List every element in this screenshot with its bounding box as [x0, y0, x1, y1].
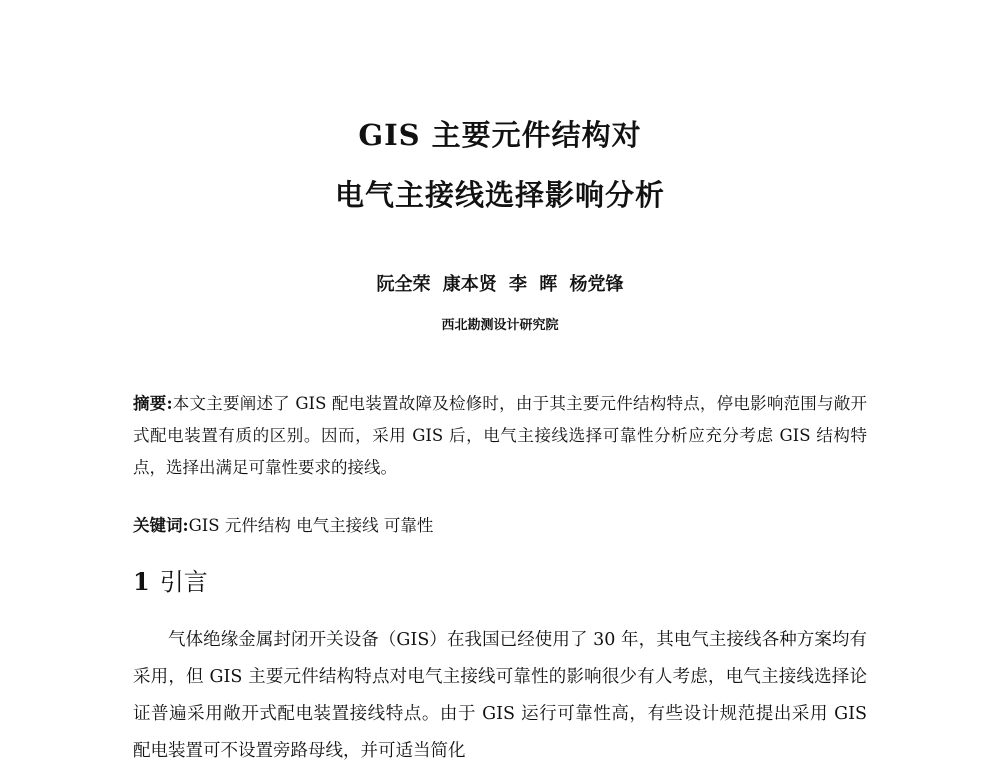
abstract-block [133, 388, 867, 484]
keywords-text: GIS 元件结构 电气主接线 可靠性 [188, 516, 434, 535]
affiliation: 西北勘测设计研究院 [441, 318, 559, 333]
paper-title-line-1: GIS 主要元件结构对 [358, 118, 642, 152]
abstract-label: 摘要: [133, 394, 173, 413]
paper-title-line-2: 电气主接线选择影响分析 [334, 178, 665, 212]
keywords-block [133, 514, 867, 538]
section-number: 1 [133, 567, 150, 596]
author-list: 阮全荣 康本贤 李 晖 杨党锋 [376, 274, 624, 295]
intro-paragraph: 气体绝缘金属封闭开关设备（GIS）在我国已经使用了 30 年，其电气主接线各种方案均有采用，但 GIS 主要元件结构特点对电气主接线可靠性的影响很少有人考虑，电气主接线选择论证普遍采用敞开式配电装置接线特点。由于 GIS 运行可靠性高，有些设计规范提出采用 GIS 配电装置可不设置旁路母线，并可适当简化 [133, 630, 867, 761]
keywords-label: 关键词: [133, 516, 189, 535]
abstract-text: 本文主要阐述了 GIS 配电装置故障及检修时，由于其主要元件结构特点，停电影响范围与敞开式配电装置有质的区别。因而，采用 GIS 后，电气主接线选择可靠性分析应充分考虑 GIS 结构特点，选择出满足可靠性要求的接线。 [133, 394, 867, 477]
section-title: 引言 [159, 568, 208, 596]
section-heading [133, 566, 208, 598]
